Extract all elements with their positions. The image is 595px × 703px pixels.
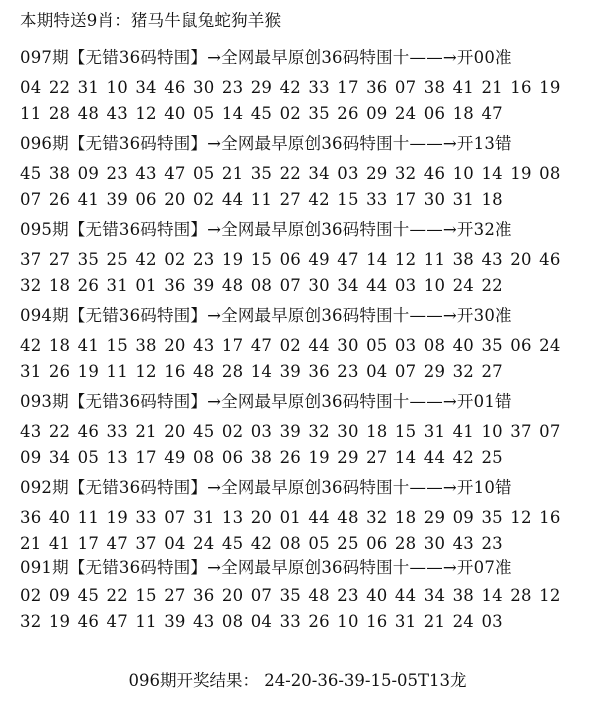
- number-row: 43 22 46 33 21 20 45 02 03 39 32 30 18 15 31 41 10 37 07: [20, 422, 561, 441]
- number-row: 11 28 48 43 12 40 05 14 45 02 35 26 09 24 06 18 47: [20, 104, 503, 123]
- period-heading: 097期【无错36码特围】→全网最早原创36码特围十——→开00准: [20, 48, 512, 67]
- number-row: 32 19 46 47 11 39 43 08 04 33 26 10 16 31 21 24 03: [20, 612, 503, 631]
- number-row: 45 38 09 23 43 47 05 21 35 22 34 03 29 32 46 10 14 19 08: [20, 164, 561, 183]
- number-row: 36 40 11 19 33 07 31 13 20 01 44 48 32 18 29 09 35 12 16: [20, 508, 561, 527]
- number-row: 42 18 41 15 38 20 43 17 47 02 44 30 05 03 08 40 35 06 24: [20, 336, 561, 355]
- period-heading: 092期【无错36码特围】→全网最早原创36码特围十——→开10错: [20, 478, 512, 497]
- number-row: 31 26 19 11 12 16 48 28 14 39 36 23 04 07 29 32 27: [20, 362, 503, 381]
- number-row: 32 18 26 31 01 36 39 48 08 07 30 34 44 03 10 24 22: [20, 276, 503, 295]
- period-heading: 091期【无错36码特围】→全网最早原创36码特围十——→开07准: [20, 558, 512, 577]
- number-row: 21 41 17 47 37 04 24 45 42 08 05 25 06 28 30 43 23: [20, 534, 503, 553]
- number-row: 07 26 41 39 06 20 02 44 11 27 42 15 33 17 30 31 18: [20, 190, 503, 209]
- number-row: 02 09 45 22 15 27 36 20 07 35 48 23 40 44 34 38 14 28 12: [20, 586, 561, 605]
- number-row: 09 34 05 13 17 49 08 06 38 26 19 29 27 14 44 42 25: [20, 448, 503, 467]
- period-heading: 093期【无错36码特围】→全网最早原创36码特围十——→开01错: [20, 392, 512, 411]
- period-heading: 094期【无错36码特围】→全网最早原创36码特围十——→开30准: [20, 306, 512, 325]
- number-row: 37 27 35 25 42 02 23 19 15 06 49 47 14 12 11 38 43 20 46: [20, 250, 561, 269]
- number-row: 04 22 31 10 34 46 30 23 29 42 33 17 36 07 38 41 21 16 19: [20, 78, 561, 97]
- page-title: 本期特送9肖：猪马牛鼠兔蛇狗羊猴: [20, 11, 282, 30]
- draw-result: 096期开奖结果： 24-20-36-39-15-05T13龙: [128, 671, 467, 690]
- period-heading: 095期【无错36码特围】→全网最早原创36码特围十——→开32准: [20, 220, 512, 239]
- period-heading: 096期【无错36码特围】→全网最早原创36码特围十——→开13错: [20, 134, 512, 153]
